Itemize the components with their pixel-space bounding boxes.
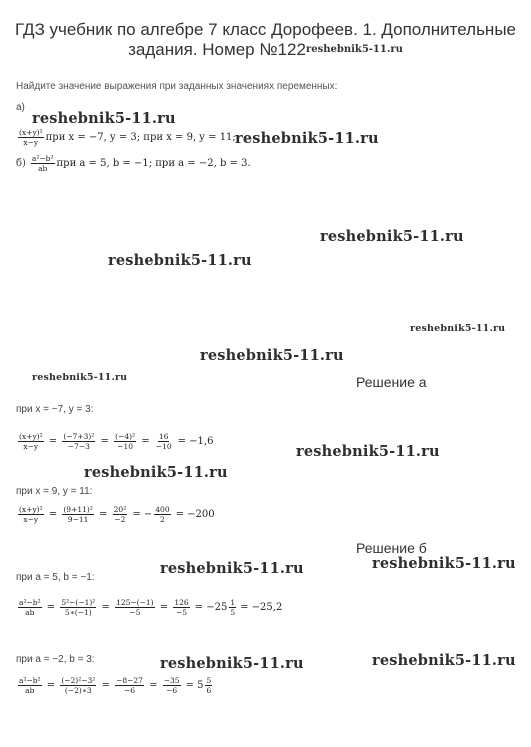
page-title — [0, 20, 531, 60]
solution-a-case2-equation: $\frac{\text{(x+y)²}}{x-y}$ = $\frac{\text{(9+11)²}}{9-11}$ = $\frac{\text{20²}}{-2}$ = − $\frac{400}{2}$ = −200 — [19, 505, 215, 524]
solution-b-heading: Решение б — [356, 540, 427, 556]
fraction: $\frac{125-(-1)}{-5}$ — [116, 598, 154, 617]
fraction: $\frac{\text{(x+y)²}}{x-y}$ — [19, 432, 43, 451]
watermark: reshebnik5-11.ru — [372, 652, 516, 669]
watermark: reshebnik5-11.ru — [235, 130, 379, 147]
title-line-2 — [0, 40, 531, 60]
part-b-expression — [16, 154, 251, 173]
watermark: reshebnik5-11.ru — [160, 655, 304, 672]
fraction: $\frac{\text{20²}}{-2}$ — [113, 505, 127, 524]
solution-a-case1-equation: $\frac{\text{(x+y)²}}{x-y}$ = $\frac{\text{(−7+3)²}}{-7-3}$ = $\frac{\text{(−4)²}}{-10}$ = $\frac{16}{-10}$ = −1,6 — [19, 432, 214, 451]
solution-a-case2-label: при x = 9, y = 11: — [16, 486, 93, 497]
fraction: $\frac{\text{a²−b²}}{ab}$ — [19, 598, 41, 617]
result: = −1,6 — [177, 436, 214, 447]
fraction: $\frac{\text{5²−(−1)²}}{5∗(-1)}$ — [61, 598, 96, 617]
watermark: reshebnik5-11.ru — [32, 110, 176, 127]
fraction: $\frac{400}{2}$ — [155, 505, 170, 524]
part-b-label: б) — [16, 158, 26, 169]
fraction: $\frac{\text{(−4)²}}{-10}$ — [115, 432, 136, 451]
solution-b-case1-equation: $\frac{\text{a²−b²}}{ab}$ = $\frac{\text{5²−(−1)²}}{5∗(-1)}$ = $\frac{125-(-1)}{-5}$ = $\frac{126}{-5}$ = −25 $\frac{1}{5}$ = −25,2 — [19, 598, 283, 617]
fraction: $\frac{\text{a²−b²}}{ab}$ — [19, 676, 41, 695]
fraction: $\frac{16}{-10}$ — [155, 432, 172, 451]
part-a-conditions: при x = −7, y = 3; при x = 9, y = 11; — [45, 132, 236, 143]
solution-a-case1-label: при x = −7, y = 3: — [16, 404, 94, 415]
fraction: $\frac{\text{(−2)²−3²}}{(-2)∗3}$ — [61, 676, 96, 695]
part-b-conditions: при a = 5, b = −1; при a = −2, b = 3. — [56, 158, 251, 169]
solution-b-case1-label: при a = 5, b = −1: — [16, 572, 95, 583]
watermark: reshebnik5-11.ru — [410, 323, 506, 334]
fraction: $\frac{\text{(−7+3)²}}{-7-3}$ — [63, 432, 95, 451]
watermark: reshebnik5-11.ru — [160, 560, 304, 577]
part-a-label: а) — [16, 102, 25, 113]
title-line-2-text: задания. Номер №122 — [128, 40, 306, 59]
solution-a-heading: Решение а — [356, 374, 427, 390]
fraction: $\frac{-8-27}{-6}$ — [116, 676, 143, 695]
watermark: reshebnik5-11.ru — [320, 228, 464, 245]
fraction: $\frac{5}{6}$ — [206, 676, 212, 695]
result: = −200 — [175, 509, 215, 520]
fraction: $\frac{126}{-5}$ — [174, 598, 189, 617]
watermark: reshebnik5-11.ru — [108, 252, 252, 269]
watermark: reshebnik5-11.ru — [32, 372, 128, 383]
solution-b-case2-label: при a = −2, b = 3: — [16, 654, 95, 665]
title-line-1: ГДЗ учебник по алгебре 7 класс Дорофеев. 1. Дополнительные — [14, 20, 516, 39]
fraction: $\frac{-35}{-6}$ — [163, 676, 180, 695]
watermark: reshebnik5-11.ru — [296, 443, 440, 460]
watermark: reshebnik5-11.ru — [84, 464, 228, 481]
fraction: $\frac{\text{(x+y)²}}{x-y}$ — [19, 505, 43, 524]
fraction: $\frac{\text{a²−b²}}{ab}$ — [31, 154, 54, 173]
part-a-expression — [16, 128, 236, 147]
task-instruction: Найдите значение выражения при заданных значениях переменных: — [16, 81, 338, 92]
fraction: $\frac{1}{5}$ — [230, 598, 236, 617]
watermark: reshebnik5-11.ru — [200, 347, 344, 364]
solution-b-case2-equation: $\frac{\text{a²−b²}}{ab}$ = $\frac{\text{(−2)²−3²}}{(-2)∗3}$ = $\frac{-8-27}{-6}$ = $\frac{-35}{-6}$ = 5 $\frac{5}{6}$ — [19, 676, 212, 695]
title-watermark: reshebnik5-11.ru — [305, 44, 403, 55]
fraction: $\frac{\text{(9+11)²}}{9-11}$ — [63, 505, 93, 524]
watermark: reshebnik5-11.ru — [372, 555, 516, 572]
fraction: $\frac{\text{(x+y)²}}{x-y}$ — [19, 128, 43, 147]
result: = −25,2 — [240, 602, 283, 613]
